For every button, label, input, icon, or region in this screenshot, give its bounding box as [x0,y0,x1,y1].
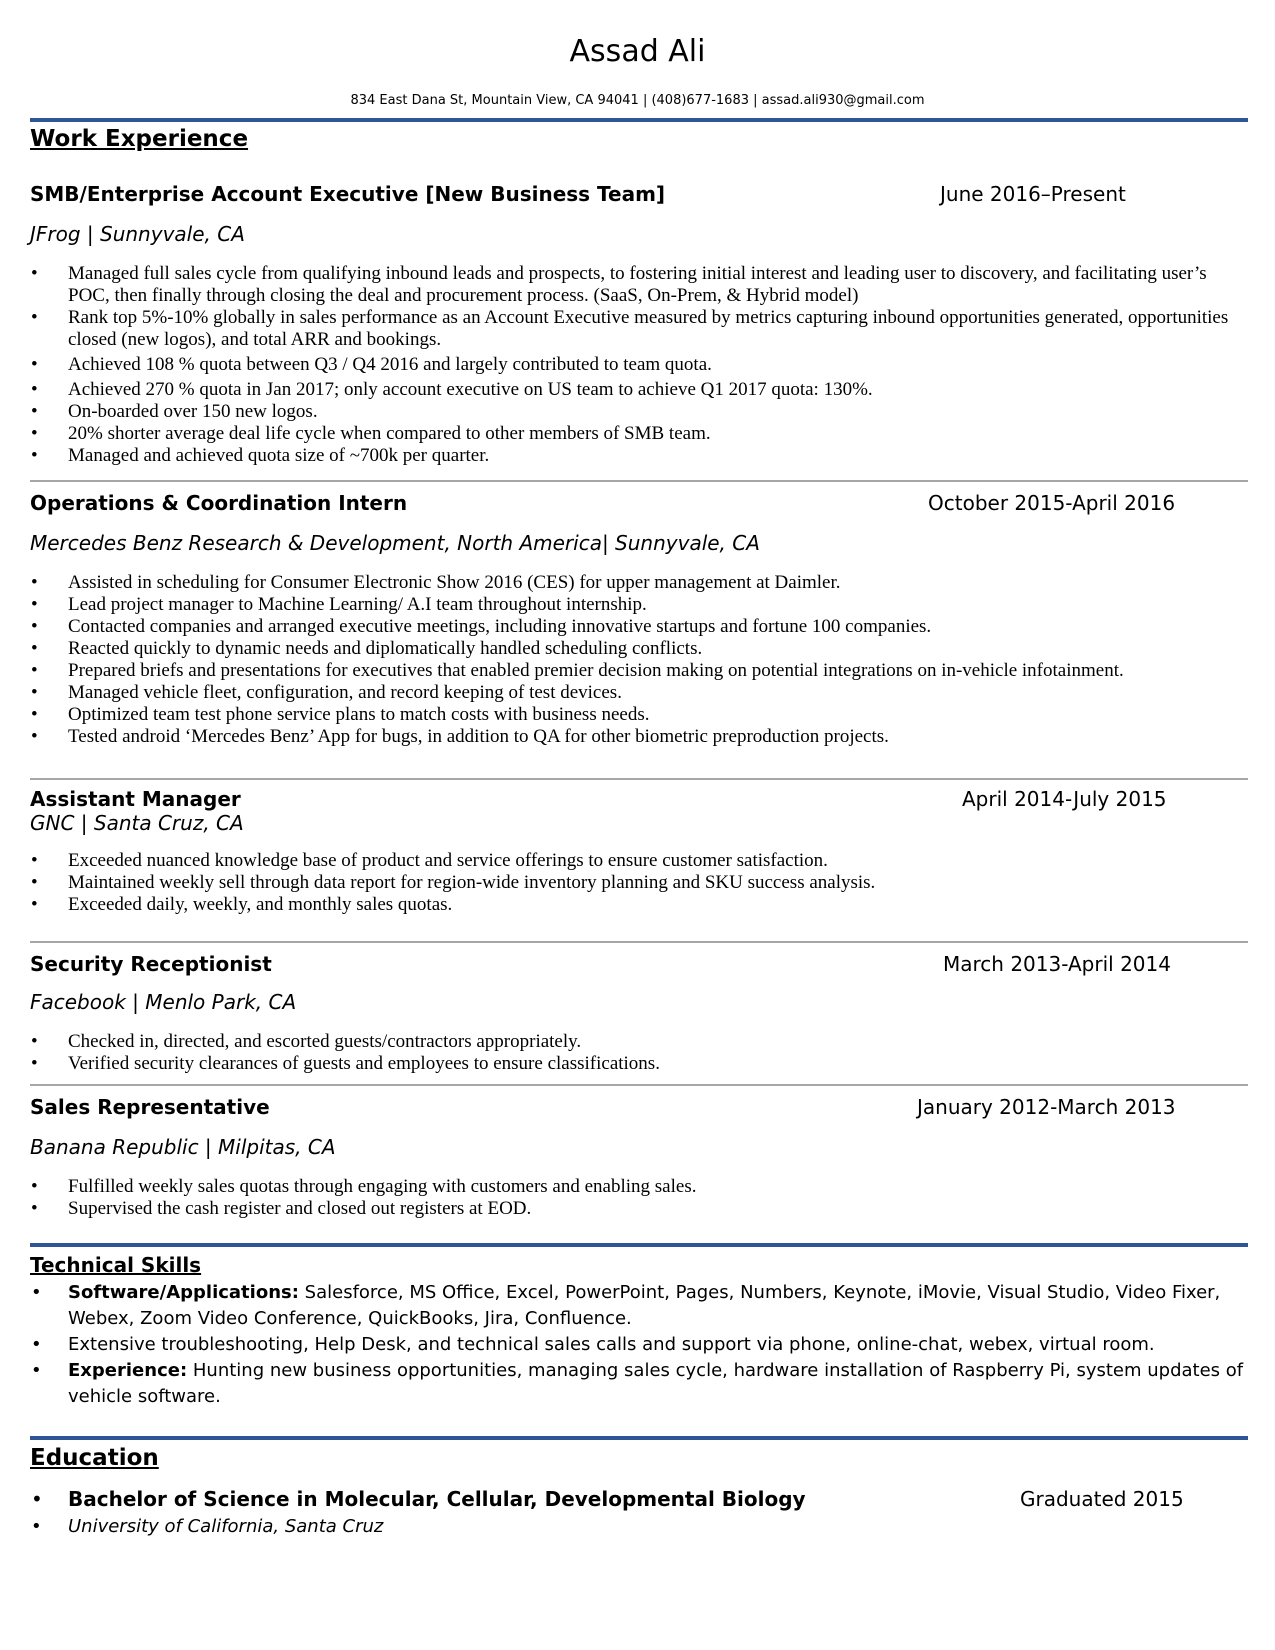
skills-divider [30,1243,1248,1247]
list-item: • Achieved 270 % quota in Jan 2017; only account executive on US team to achieve Q1 2017 quota: 130%. [30,379,1248,401]
job-date: January 2012-March 2013 [917,1095,1176,1119]
job-bullets [30,850,1248,916]
job-title: Operations & Coordination Intern [30,491,408,515]
degree-name: Bachelor of Science in Molecular, Cellular, Developmental Biology [68,1487,806,1511]
list-item: • Verified security clearances of guests and employees to ensure classifications. [30,1053,1248,1075]
list-item: • 20% shorter average deal life cycle when compared to other members of SMB team. [30,423,1248,445]
section-divider [30,480,1248,482]
job-company: JFrog | Sunnyvale, CA [30,222,245,246]
skill-item [30,1332,1248,1358]
job-date: June 2016–Present [940,182,1126,206]
job-bullets [30,1031,1248,1075]
list-item: • Supervised the cash register and closed out registers at EOD. [30,1198,1248,1220]
list-item: • Assisted in scheduling for Consumer Electronic Show 2016 (CES) for upper management at Daimler. [30,572,1248,594]
education-heading: Education [30,1445,159,1471]
section-divider [30,1084,1248,1086]
skill-text: Hunting new business opportunities, managing sales cycle, hardware installation of Raspberry Pi, system updates of vehicle software. [68,1360,1244,1407]
education-divider [30,1436,1248,1440]
job-title: Security Receptionist [30,952,272,976]
school-name: University of California, Santa Cruz [68,1516,384,1537]
job-company: GNC | Santa Cruz, CA [30,811,244,835]
job-bullets [30,263,1248,467]
job-bullets [30,572,1248,748]
list-item: • Prepared briefs and presentations for executives that enabled premier decision making on potential integrations on in-vehicle infotainment. [30,660,1248,682]
list-item: • Exceeded nuanced knowledge base of product and service offerings to ensure customer satisfaction. [30,850,1248,872]
job-title: Sales Representative [30,1095,270,1119]
list-item: • Rank top 5%-10% globally in sales performance as an Account Executive measured by metrics capturing inbound opportunities generated, opportunities closed (new logos), and total ARR and bookings. [30,307,1248,351]
contact-info: 834 East Dana St, Mountain View, CA 94041 | (408)677-1683 | assad.ali930@gmail.com [350,93,925,108]
education-list [30,1484,1248,1540]
job-bullets [30,1176,1248,1220]
list-item: • Maintained weekly sell through data report for region-wide inventory planning and SKU success analysis. [30,872,1248,894]
school-item [30,1514,1248,1540]
list-item: • Optimized team test phone service plans to match costs with business needs. [30,704,1248,726]
job-company: Facebook | Menlo Park, CA [30,990,297,1014]
skill-text: Extensive troubleshooting, Help Desk, and technical sales calls and support via phone, online-chat, webex, virtual room. [68,1334,1155,1355]
degree-item [30,1484,1248,1514]
skill-item [30,1280,1248,1332]
skill-lead: Experience: [68,1360,188,1381]
list-item: • On-boarded over 150 new logos. [30,401,1248,423]
skills-list [30,1280,1248,1410]
list-item: • Lead project manager to Machine Learning/ A.I team throughout internship. [30,594,1248,616]
header-divider [30,118,1248,122]
job-date: April 2014-July 2015 [962,787,1167,811]
list-item: • Exceeded daily, weekly, and monthly sales quotas. [30,894,1248,916]
list-item: • Fulfilled weekly sales quotas through engaging with customers and enabling sales. [30,1176,1248,1198]
list-item: • Managed full sales cycle from qualifying inbound leads and prospects, to fostering initial interest and leading user to discovery, and facilitating user’s POC, then finally through closing the deal and procurement process. (SaaS, On-Prem, & Hybrid model) [30,263,1248,307]
list-item: • Contacted companies and arranged executive meetings, including innovative startups and fortune 100 companies. [30,616,1248,638]
work-experience-heading: Work Experience [30,126,249,152]
skill-item [30,1358,1248,1410]
job-company: Banana Republic | Milpitas, CA [30,1135,336,1159]
skill-text: Salesforce, MS Office, Excel, PowerPoint, Pages, Numbers, Keynote, iMovie, Visual Studio, Video Fixer, Webex, Zoom Video Conference, QuickBooks, Jira, Confluence. [68,1282,1221,1329]
list-item: • Managed and achieved quota size of ~700k per quarter. [30,445,1248,467]
list-item: • Achieved 108 % quota between Q3 / Q4 2016 and largely contributed to team quota. [30,354,1248,376]
list-item: • Managed vehicle fleet, configuration, and record keeping of test devices. [30,682,1248,704]
section-divider [30,941,1248,943]
job-date: March 2013-April 2014 [943,952,1171,976]
job-date: October 2015-April 2016 [928,491,1176,515]
technical-skills-heading: Technical Skills [30,1253,202,1277]
skill-lead: Software/Applications: [68,1282,299,1303]
list-item: • Checked in, directed, and escorted guests/contractors appropriately. [30,1031,1248,1053]
graduation-date: Graduated 2015 [1020,1487,1184,1511]
section-divider [30,778,1248,780]
candidate-name: Assad Ali [569,34,706,69]
list-item: • Tested android ‘Mercedes Benz’ App for bugs, in addition to QA for other biometric preproduction projects. [30,726,1248,748]
job-company: Mercedes Benz Research & Development, North America| Sunnyvale, CA [30,531,760,555]
job-title: SMB/Enterprise Account Executive [New Business Team] [30,182,666,206]
list-item: • Reacted quickly to dynamic needs and diplomatically handled scheduling conflicts. [30,638,1248,660]
job-title: Assistant Manager [30,787,241,811]
